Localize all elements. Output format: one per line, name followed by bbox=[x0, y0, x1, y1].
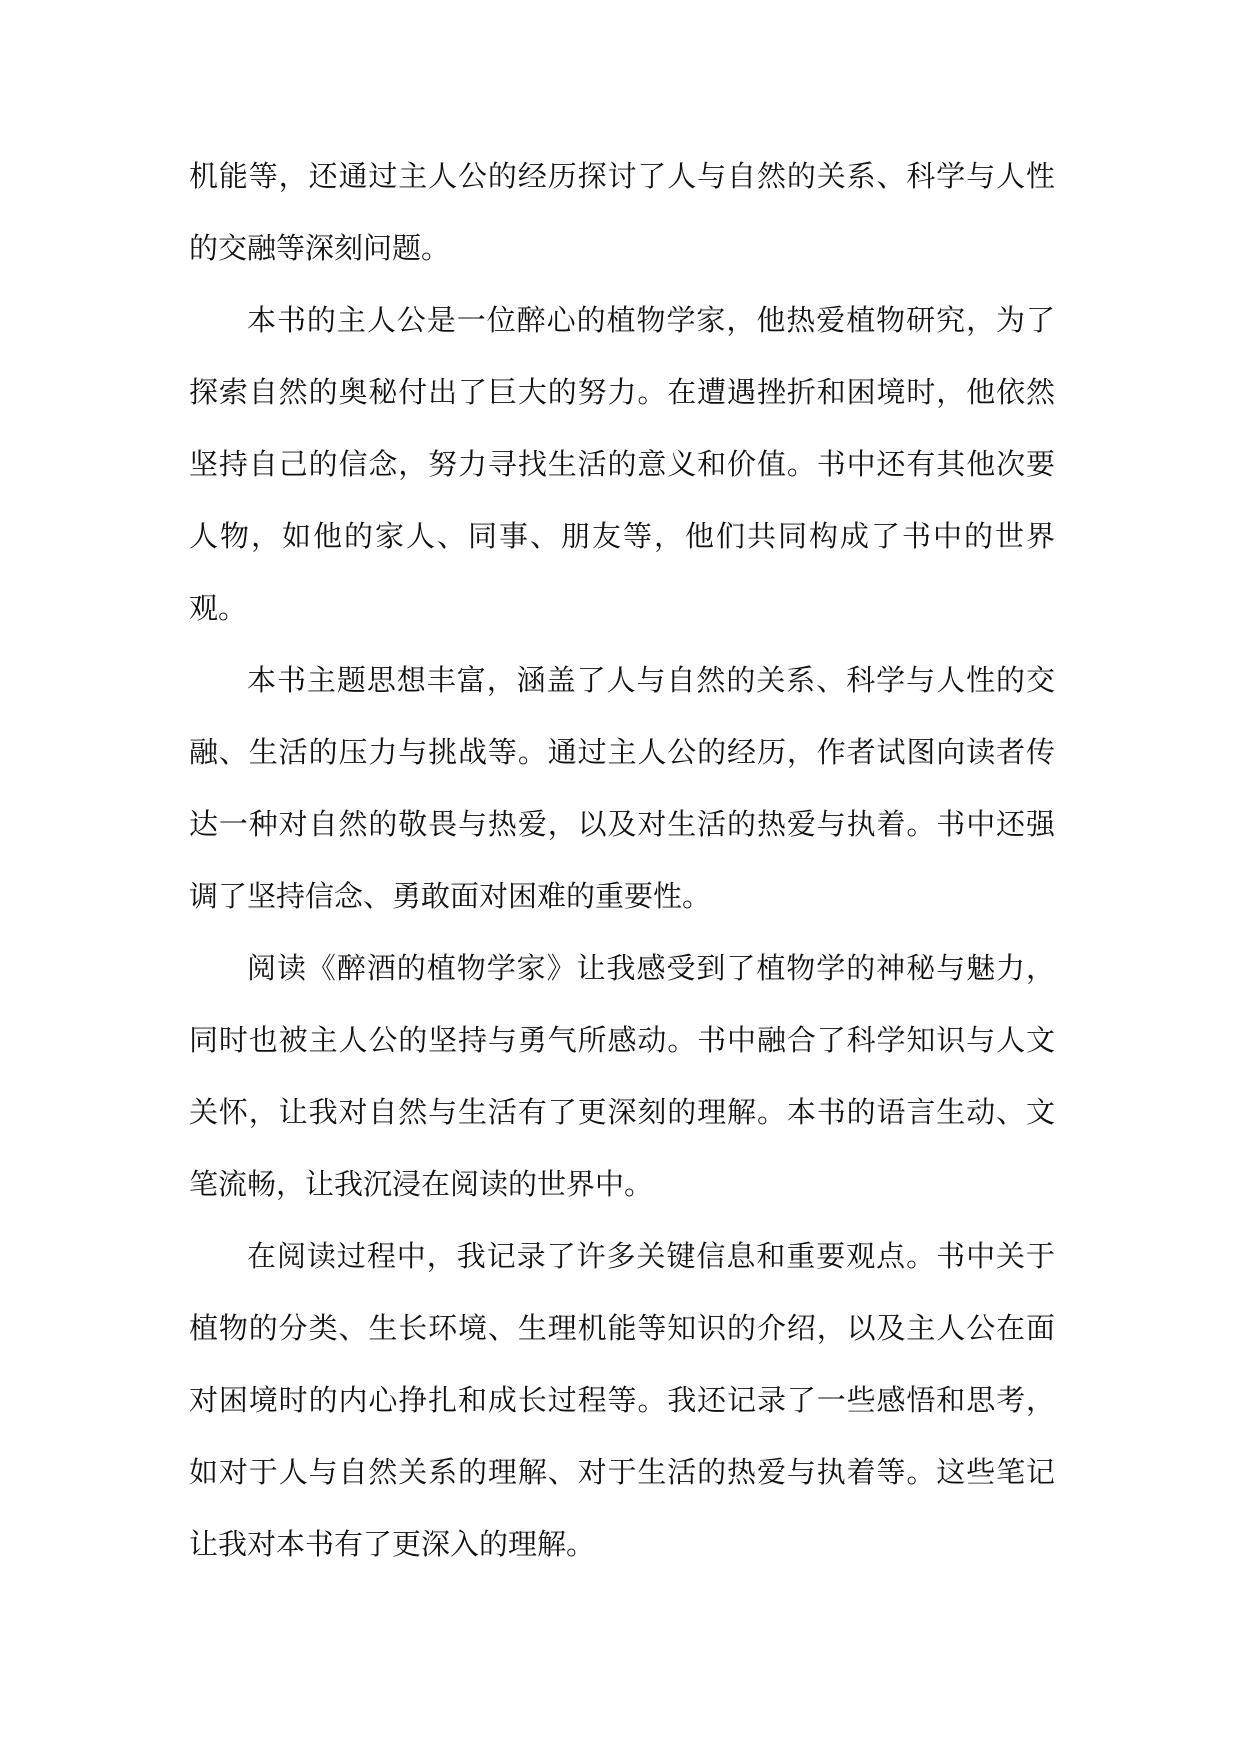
paragraph-theme: 本书主题思想丰富，涵盖了人与自然的关系、科学与人性的交融、生活的压力与挑战等。通过主人公的经历，作者试图向读者传达一种对自然的敬畏与热爱，以及对生活的热爱与执着。书中还强调了坚持信念、勇敢面对困难的重要性。 bbox=[189, 663, 1055, 913]
document-body bbox=[189, 140, 1055, 1580]
paragraph-notes: 在阅读过程中，我记录了许多关键信息和重要观点。书中关于植物的分类、生长环境、生理机能等知识的介绍，以及主人公在面对困境时的内心挣扎和成长过程等。我还记录了一些感悟和思考，如对于人与自然关系的理解、对于生活的热爱与执着等。这些笔记让我对本书有了更深入的理解。 bbox=[189, 1239, 1055, 1561]
paragraph-reading-impression: 阅读《醉酒的植物学家》让我感受到了植物学的神秘与魅力，同时也被主人公的坚持与勇气所感动。书中融合了科学知识与人文关怀，让我对自然与生活有了更深刻的理解。本书的语言生动、文笔流畅，让我沉浸在阅读的世界中。 bbox=[189, 951, 1055, 1201]
paragraph-continuation: 机能等，还通过主人公的经历探讨了人与自然的关系、科学与人性的交融等深刻问题。 bbox=[189, 159, 1055, 265]
paragraph-protagonist: 本书的主人公是一位醉心的植物学家，他热爱植物研究，为了探索自然的奥秘付出了巨大的努力。在遭遇挫折和困境时，他依然坚持自己的信念，努力寻找生活的意义和价值。书中还有其他次要人物，如他的家人、同事、朋友等，他们共同构成了书中的世界观。 bbox=[189, 303, 1055, 625]
